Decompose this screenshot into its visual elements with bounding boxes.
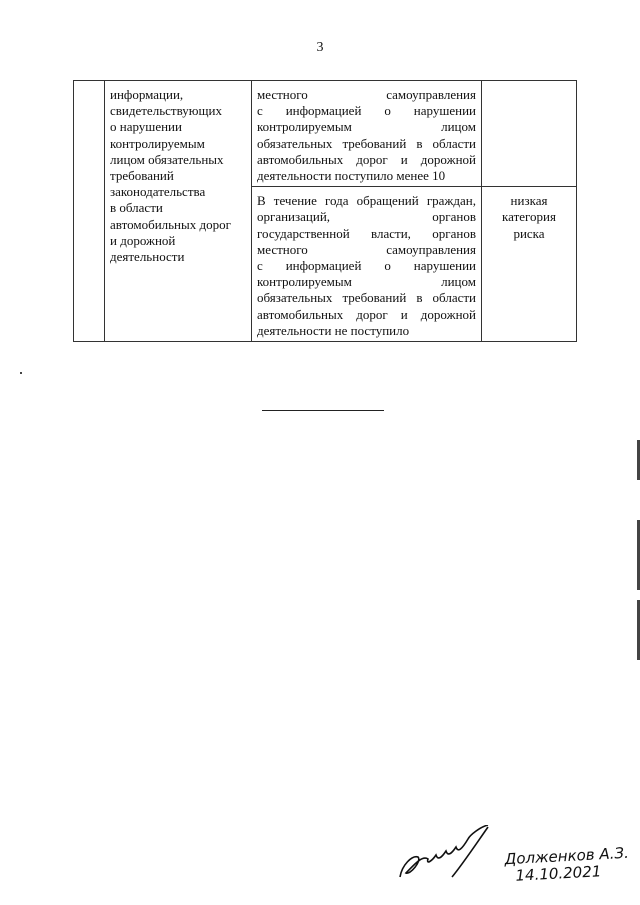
text-line: категория <box>502 209 556 225</box>
text-line: свидетельствующих <box>110 103 222 119</box>
scan-speck <box>20 372 22 374</box>
text-line: организаций, органов <box>257 209 476 225</box>
table-row <box>74 81 577 187</box>
text-line: низкая <box>510 193 548 209</box>
text-line: риска <box>513 225 545 241</box>
handwritten-date: 14.10.2021 <box>515 862 602 885</box>
text-line: законодательства <box>110 184 206 200</box>
text-line: автомобильных дорог и дорожной <box>257 306 476 322</box>
category-cell <box>482 81 577 187</box>
text-line: контролируемым <box>110 135 205 151</box>
handwritten-note <box>504 845 630 885</box>
condition-cell <box>252 81 482 187</box>
category-cell <box>482 187 577 342</box>
text-line: с информацией о нарушении <box>257 103 476 119</box>
text-line: информации, <box>110 87 184 102</box>
text-line: местного самоуправления <box>257 241 476 257</box>
text-line: деятельности не поступило <box>257 322 410 338</box>
text-line: в области <box>110 200 163 216</box>
text-line: лицом обязательных <box>110 151 224 167</box>
text-line: деятельности поступило менее 10 <box>257 168 446 184</box>
criteria-cell <box>105 81 252 342</box>
number-cell <box>74 81 105 342</box>
text-line: с информацией о нарушении <box>257 258 476 274</box>
text-line: контролируемым лицом <box>257 274 476 290</box>
text-line: автомобильных дорог и дорожной <box>257 151 476 167</box>
text-line: контролируемым лицом <box>257 119 476 135</box>
end-rule <box>262 410 384 411</box>
text-line: требований <box>110 168 174 184</box>
risk-criteria-table <box>73 80 577 342</box>
text-line: и дорожной <box>110 232 176 248</box>
text-line: обязательных требований в области <box>257 135 476 151</box>
text-line: обязательных требований в области <box>257 290 476 306</box>
text-line: деятельности <box>110 249 185 265</box>
text-line: В течение года обращений граждан, <box>257 193 476 209</box>
page-number: 3 <box>316 40 324 55</box>
signature <box>392 825 492 885</box>
text-line: государственной власти, органов <box>257 225 476 241</box>
text-line: о нарушении <box>110 119 182 135</box>
text-line: местного самоуправления <box>257 87 476 102</box>
condition-cell <box>252 187 482 342</box>
handwritten-name: Долженков А.З. <box>504 843 630 869</box>
text-line: автомобильных дорог <box>110 216 231 232</box>
